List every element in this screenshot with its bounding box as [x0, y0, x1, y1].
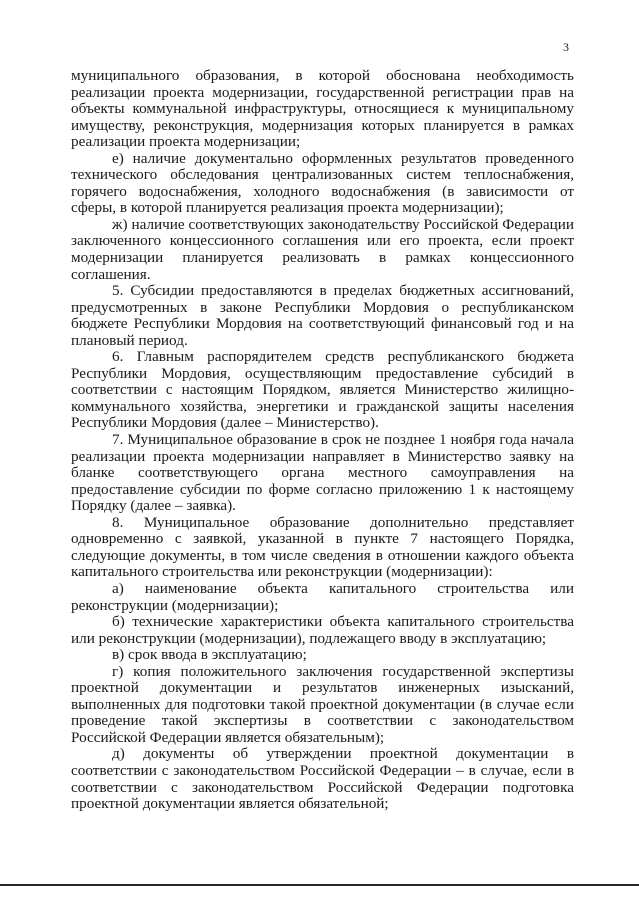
paragraph-item-b: б) технические характеристики объекта капитального строительства или реконструкции (модернизации), подлежащего вводу в эксплуатацию;	[71, 613, 574, 647]
page-number: 3	[563, 40, 569, 54]
paragraph-item-g: г) копия положительного заключения государственной экспертизы проектной документации и результатов инженерных изысканий, выполненных для подготовки такой проектной документации (в случае если проведение такой экспертизы в соответствии с законодательством Российской Федерации является обязательным);	[71, 662, 574, 746]
paragraph-item-d: д) документы об утверждении проектной документации в соответствии с законодательством Российской Федерации – в случае, если в соответствии с законодательством Российской Федерации подготовка проектной документации является обязательной;	[71, 745, 574, 813]
paragraph-item-v: в) срок ввода в эксплуатацию;	[112, 646, 307, 664]
paragraph-5: 5. Субсидии предоставляются в пределах бюджетных ассигнований, предусмотренных в законе Республики Мордовия о республиканском бюджете Республики Мордовия на соответствующий финансовый год и на плановый период.	[71, 282, 574, 349]
scan-bottom-edge	[0, 884, 639, 886]
paragraph-item-e: е) наличие документально оформленных результатов проведенного технического обследования централизованных систем теплоснабжения, горячего водоснабжения, холодного водоснабжения (в зависимости от сферы, в которой планируется реализация проекта модернизации);	[71, 149, 574, 217]
paragraph-item-a: а) наименование объекта капитального строительства или реконструкции (модернизации);	[71, 579, 574, 614]
document-body	[71, 68, 574, 813]
paragraph-7: 7. Муниципальное образование в срок не позднее 1 ноября года начала реализации проекта модернизации направляет в Министерство заявку на бланке соответствующего органа местного самоуправления на предоставление субсидии по форме согласно приложению 1 к настоящему Порядку (далее – заявка).	[71, 431, 574, 515]
paragraph-continuation: муниципального образования, в которой обоснована необходимость реализации проекта модернизации, государственной регистрации прав на объекты коммунальной инфраструктуры, относящиеся к муниципальному имуществу, реконструкция, модернизация которых планируется в рамках реализации проекта модернизации;	[71, 67, 574, 151]
paragraph-6: 6. Главным распорядителем средств республиканского бюджета Республики Мордовия, осуществляющим предоставление субсидий в соответствии с настоящим Порядком, является Министерство жилищно-коммунального хозяйства, энергетики и гражданской защиты населения Республики Мордовия (далее – Министерство).	[71, 348, 574, 432]
paragraph-8: 8. Муниципальное образование дополнительно представляет одновременно с заявкой, указанной в пункте 7 настоящего Порядка, следующие документы, в том числе сведения в отношении каждого объекта капитального строительства или реконструкции (модернизации):	[71, 513, 574, 581]
paragraph-item-zh: ж) наличие соответствующих законодательству Российской Федерации заключенного концессионного соглашения или его проекта, если проект модернизации планируется реализовать в рамках концессионного соглашения.	[71, 215, 574, 283]
